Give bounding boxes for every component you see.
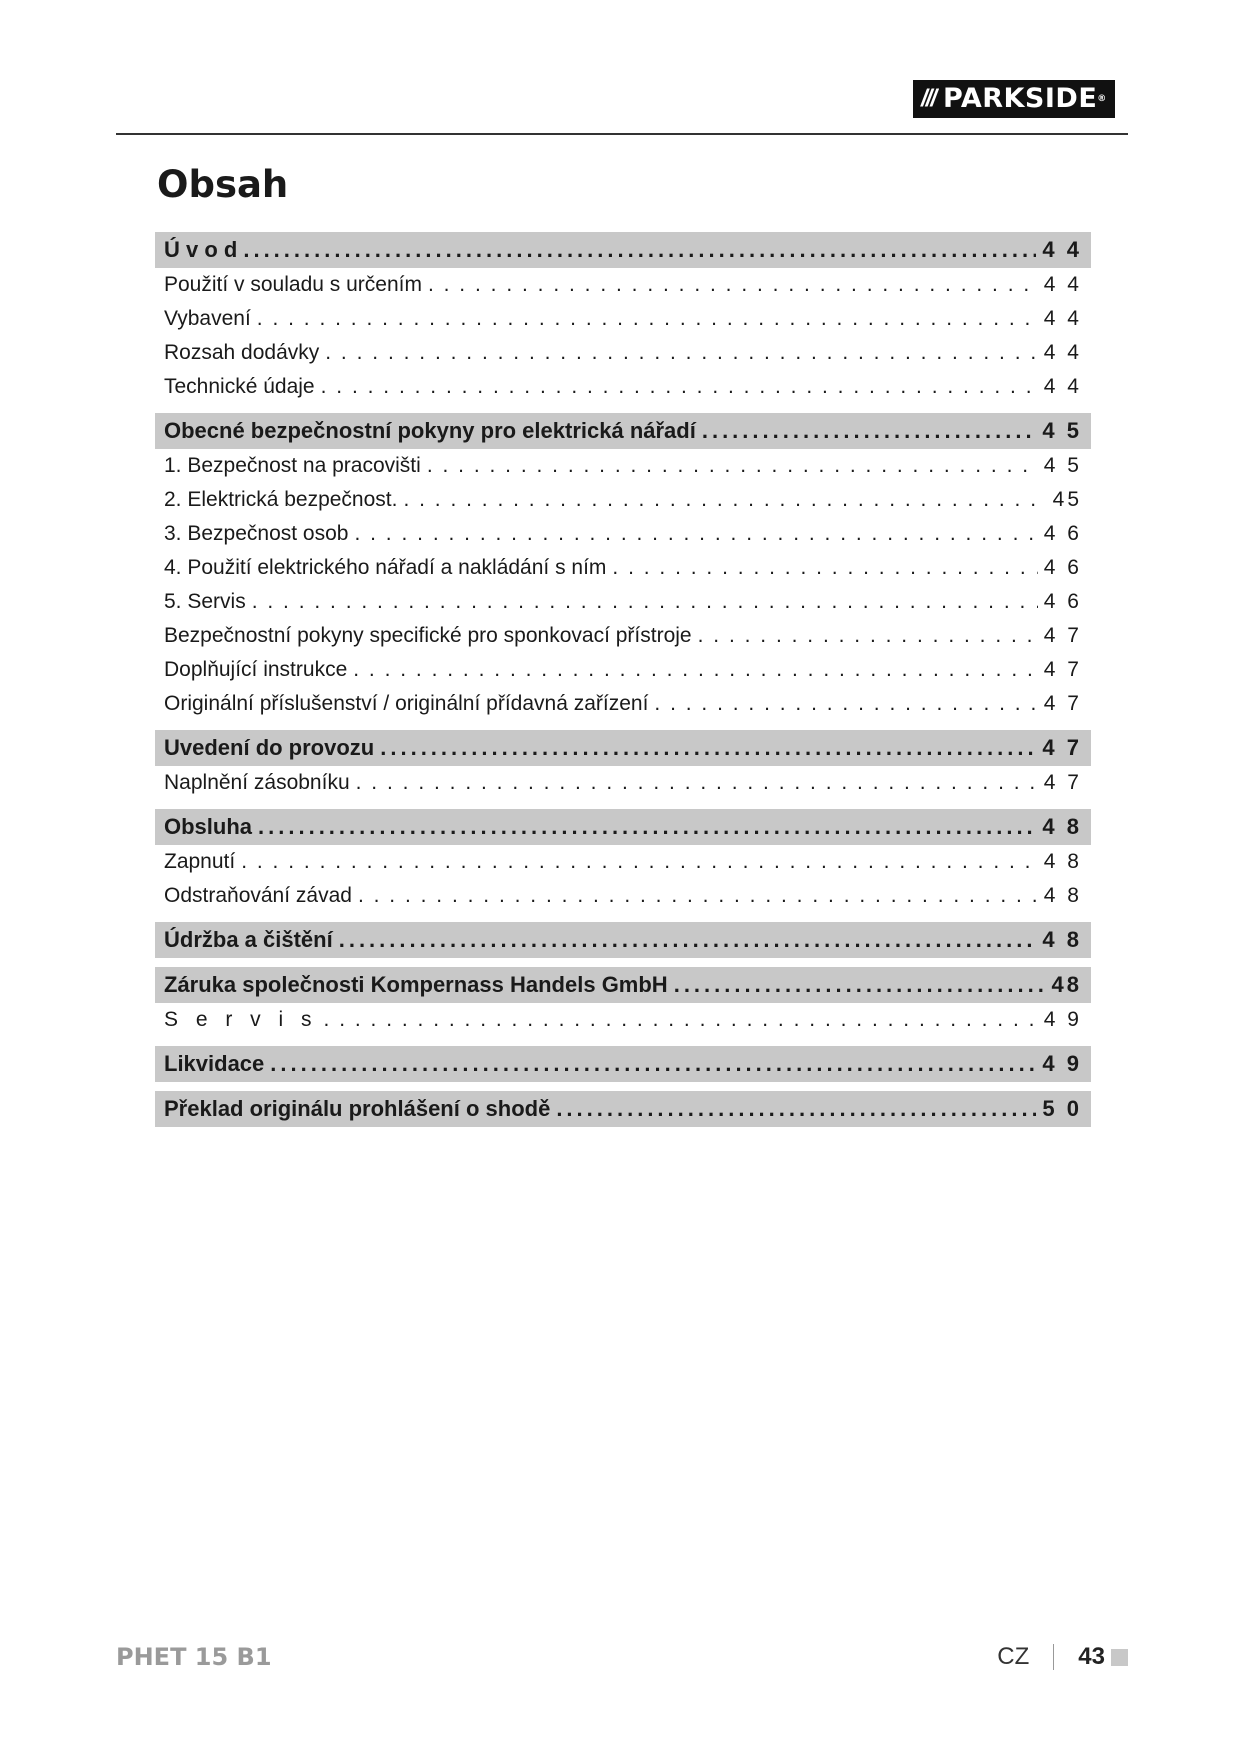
toc-page: 4 9 xyxy=(1042,1051,1082,1076)
toc-section-warranty[interactable] xyxy=(155,967,1091,1003)
leader-dots xyxy=(321,370,1038,404)
toc-item[interactable] xyxy=(155,879,1091,913)
toc-item[interactable] xyxy=(155,619,1091,653)
toc-page: 45 xyxy=(1052,488,1082,511)
toc-label: S e r v i s xyxy=(164,1008,318,1031)
page-title: Obsah xyxy=(157,163,289,206)
toc-page: 4 6 xyxy=(1043,590,1082,613)
toc-page: 4 5 xyxy=(1043,454,1082,477)
toc-section-operation[interactable] xyxy=(155,809,1091,845)
toc-label: Likvidace xyxy=(164,1051,265,1076)
language-code: CZ xyxy=(997,1643,1030,1670)
toc-page: 4 8 xyxy=(1042,927,1082,952)
toc-section-safety[interactable] xyxy=(155,413,1091,449)
toc-page: 4 7 xyxy=(1043,771,1082,794)
toc-page: 5 0 xyxy=(1042,1096,1082,1121)
toc-section-maintenance[interactable] xyxy=(155,922,1091,958)
toc-label: Rozsah dodávky xyxy=(164,341,320,364)
leader-dots xyxy=(403,483,1046,517)
toc-page: 4 5 xyxy=(1042,418,1082,443)
toc-label: Vybavení xyxy=(164,307,251,330)
toc-item[interactable] xyxy=(155,483,1091,517)
toc-item[interactable] xyxy=(155,687,1091,721)
leader-dots xyxy=(358,879,1038,913)
leader-dots xyxy=(339,922,1037,958)
leader-dots xyxy=(427,449,1038,483)
toc-item[interactable] xyxy=(155,551,1091,585)
toc-item[interactable] xyxy=(155,370,1091,404)
toc-page: 4 8 xyxy=(1042,814,1082,839)
toc-label: Použití v souladu s určením xyxy=(164,273,422,296)
toc-page: 4 9 xyxy=(1043,1008,1082,1031)
toc-page: 4 4 xyxy=(1043,375,1082,398)
logo-text xyxy=(939,82,1113,116)
leader-dots xyxy=(654,687,1037,721)
leader-dots xyxy=(428,268,1038,302)
toc-label: Obecné bezpečnostní pokyny pro elektrická nářadí xyxy=(164,418,696,443)
footer-divider xyxy=(1053,1644,1054,1670)
toc-item[interactable] xyxy=(155,585,1091,619)
toc-section-disposal[interactable] xyxy=(155,1046,1091,1082)
toc-label: Ú v o d xyxy=(164,237,238,262)
leader-dots xyxy=(258,809,1036,845)
toc-page: 4 8 xyxy=(1043,850,1082,873)
toc-label: Překlad originálu prohlášení o shodě xyxy=(164,1096,551,1121)
toc-label: Údržba a čištění xyxy=(164,927,333,952)
toc-label: Doplňující instrukce xyxy=(164,658,348,681)
leader-dots xyxy=(354,517,1037,551)
toc-item[interactable] xyxy=(155,517,1091,551)
parkside-logo xyxy=(913,80,1115,118)
square-marker-icon xyxy=(1111,1649,1128,1666)
toc-page: 4 7 xyxy=(1043,658,1082,681)
leader-dots xyxy=(243,232,1036,268)
toc-page: 4 4 xyxy=(1043,273,1082,296)
leader-dots xyxy=(270,1046,1036,1082)
leader-dots xyxy=(380,730,1036,766)
model-name: PHET 15 B1 xyxy=(116,1643,272,1671)
page-number: 43 xyxy=(1078,1643,1105,1670)
leader-dots xyxy=(556,1091,1036,1127)
toc-label: Technické údaje xyxy=(164,375,315,398)
toc-item[interactable] xyxy=(155,653,1091,687)
toc-page: 4 4 xyxy=(1042,237,1082,262)
toc-page: 4 4 xyxy=(1043,307,1082,330)
toc-page: 4 7 xyxy=(1043,692,1082,715)
brand-name: PARKSIDE xyxy=(943,83,1098,114)
toc-label: Bezpečnostní pokyny specifické pro sponkovací přístroje xyxy=(164,624,692,647)
toc-label: 4. Použití elektrického nářadí a nakládání s ním xyxy=(164,556,607,579)
toc-item[interactable] xyxy=(155,766,1091,800)
toc-label: Odstraňování závad xyxy=(164,884,352,907)
leader-dots xyxy=(257,302,1038,336)
leader-dots xyxy=(325,336,1038,370)
toc-page: 4 4 xyxy=(1043,341,1082,364)
page-footer xyxy=(997,1643,1128,1671)
toc-item[interactable] xyxy=(155,268,1091,302)
toc-page: 4 6 xyxy=(1043,522,1082,545)
leader-dots xyxy=(698,619,1038,653)
leader-dots xyxy=(356,766,1038,800)
toc-page: 4 8 xyxy=(1043,884,1082,907)
logo-slashes: /// xyxy=(921,85,936,112)
toc-label: 5. Servis xyxy=(164,590,246,613)
leader-dots xyxy=(612,551,1037,585)
toc-label: 3. Bezpečnost osob xyxy=(164,522,349,545)
toc-section-declaration[interactable] xyxy=(155,1091,1091,1127)
leader-dots xyxy=(241,845,1038,879)
leader-dots xyxy=(353,653,1038,687)
registered-mark: ® xyxy=(1097,94,1107,104)
leader-dots xyxy=(252,585,1038,619)
toc-label: 2. Elektrická bezpečnost. xyxy=(164,488,398,511)
toc-item[interactable] xyxy=(155,1003,1091,1037)
toc-label: Naplnění zásobníku xyxy=(164,771,350,794)
toc-label: Uvedení do provozu xyxy=(164,735,375,760)
leader-dots xyxy=(674,967,1046,1003)
toc-label: Obsluha xyxy=(164,814,253,839)
toc-section-startup[interactable] xyxy=(155,730,1091,766)
table-of-contents xyxy=(155,232,1091,1127)
toc-label: Záruka společnosti Kompernass Handels GmbH xyxy=(164,972,668,997)
toc-label: 1. Bezpečnost na pracovišti xyxy=(164,454,421,477)
toc-label: Zapnutí xyxy=(164,850,236,873)
leader-dots xyxy=(324,1003,1038,1037)
toc-label: Originální příslušenství / originální přídavná zařízení xyxy=(164,692,649,715)
toc-section-uvod[interactable] xyxy=(155,232,1091,268)
toc-page: 4 7 xyxy=(1042,735,1082,760)
toc-item[interactable] xyxy=(155,449,1091,483)
toc-item[interactable] xyxy=(155,845,1091,879)
toc-item[interactable] xyxy=(155,302,1091,336)
toc-item[interactable] xyxy=(155,336,1091,370)
toc-page: 4 6 xyxy=(1043,556,1082,579)
toc-page: 4 7 xyxy=(1043,624,1082,647)
leader-dots xyxy=(702,413,1037,449)
toc-page: 48 xyxy=(1051,972,1082,997)
header-rule xyxy=(116,133,1128,135)
